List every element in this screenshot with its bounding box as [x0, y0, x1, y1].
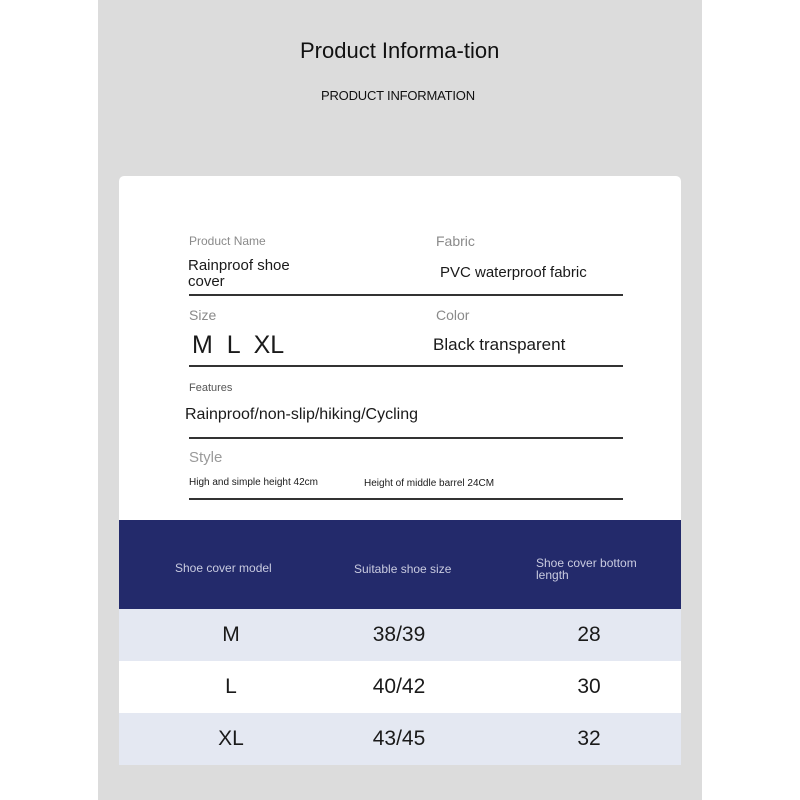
table-header [119, 520, 681, 609]
cell-shoe-size: 43/45 [372, 727, 426, 750]
header-bottom-length: Shoe cover bottom length [536, 556, 637, 582]
cell-model: L [225, 675, 237, 698]
cell-bottom-length: 32 [577, 727, 601, 750]
table-row [119, 661, 681, 713]
page-title: Product Informa-tion [300, 38, 500, 63]
cell-shoe-size: 38/39 [372, 623, 426, 646]
header-shoe-size: Suitable shoe size [354, 562, 452, 576]
divider [189, 294, 623, 296]
fabric-value: PVC waterproof fabric [440, 264, 587, 281]
style-label: Style [189, 449, 223, 466]
product-name-value: Rainproof shoe cover [188, 257, 290, 290]
cell-model: M [222, 623, 240, 646]
cell-bottom-length: 30 [577, 675, 601, 698]
table-row [119, 609, 681, 661]
header-model: Shoe cover model [175, 561, 272, 575]
divider [189, 437, 623, 439]
divider [189, 365, 623, 367]
color-value: Black transparent [433, 335, 566, 354]
table-row [119, 713, 681, 765]
features-label: Features [189, 382, 233, 394]
style-value-height: High and simple height 42cm [189, 477, 318, 488]
fabric-label: Fabric [436, 233, 475, 249]
size-label: Size [189, 307, 217, 323]
page-subtitle: PRODUCT INFORMATION [321, 88, 475, 103]
style-value-barrel: Height of middle barrel 24CM [364, 478, 495, 489]
cell-model: XL [218, 727, 244, 750]
cell-shoe-size: 40/42 [372, 675, 426, 698]
product-name-label: Product Name [189, 234, 266, 248]
product-info-card [119, 176, 681, 521]
color-label: Color [436, 307, 470, 323]
size-value: M L XL [192, 331, 285, 359]
divider [189, 498, 623, 500]
features-value: Rainproof/non-slip/hiking/Cycling [185, 406, 419, 423]
size-table [119, 520, 681, 765]
cell-bottom-length: 28 [577, 623, 601, 646]
